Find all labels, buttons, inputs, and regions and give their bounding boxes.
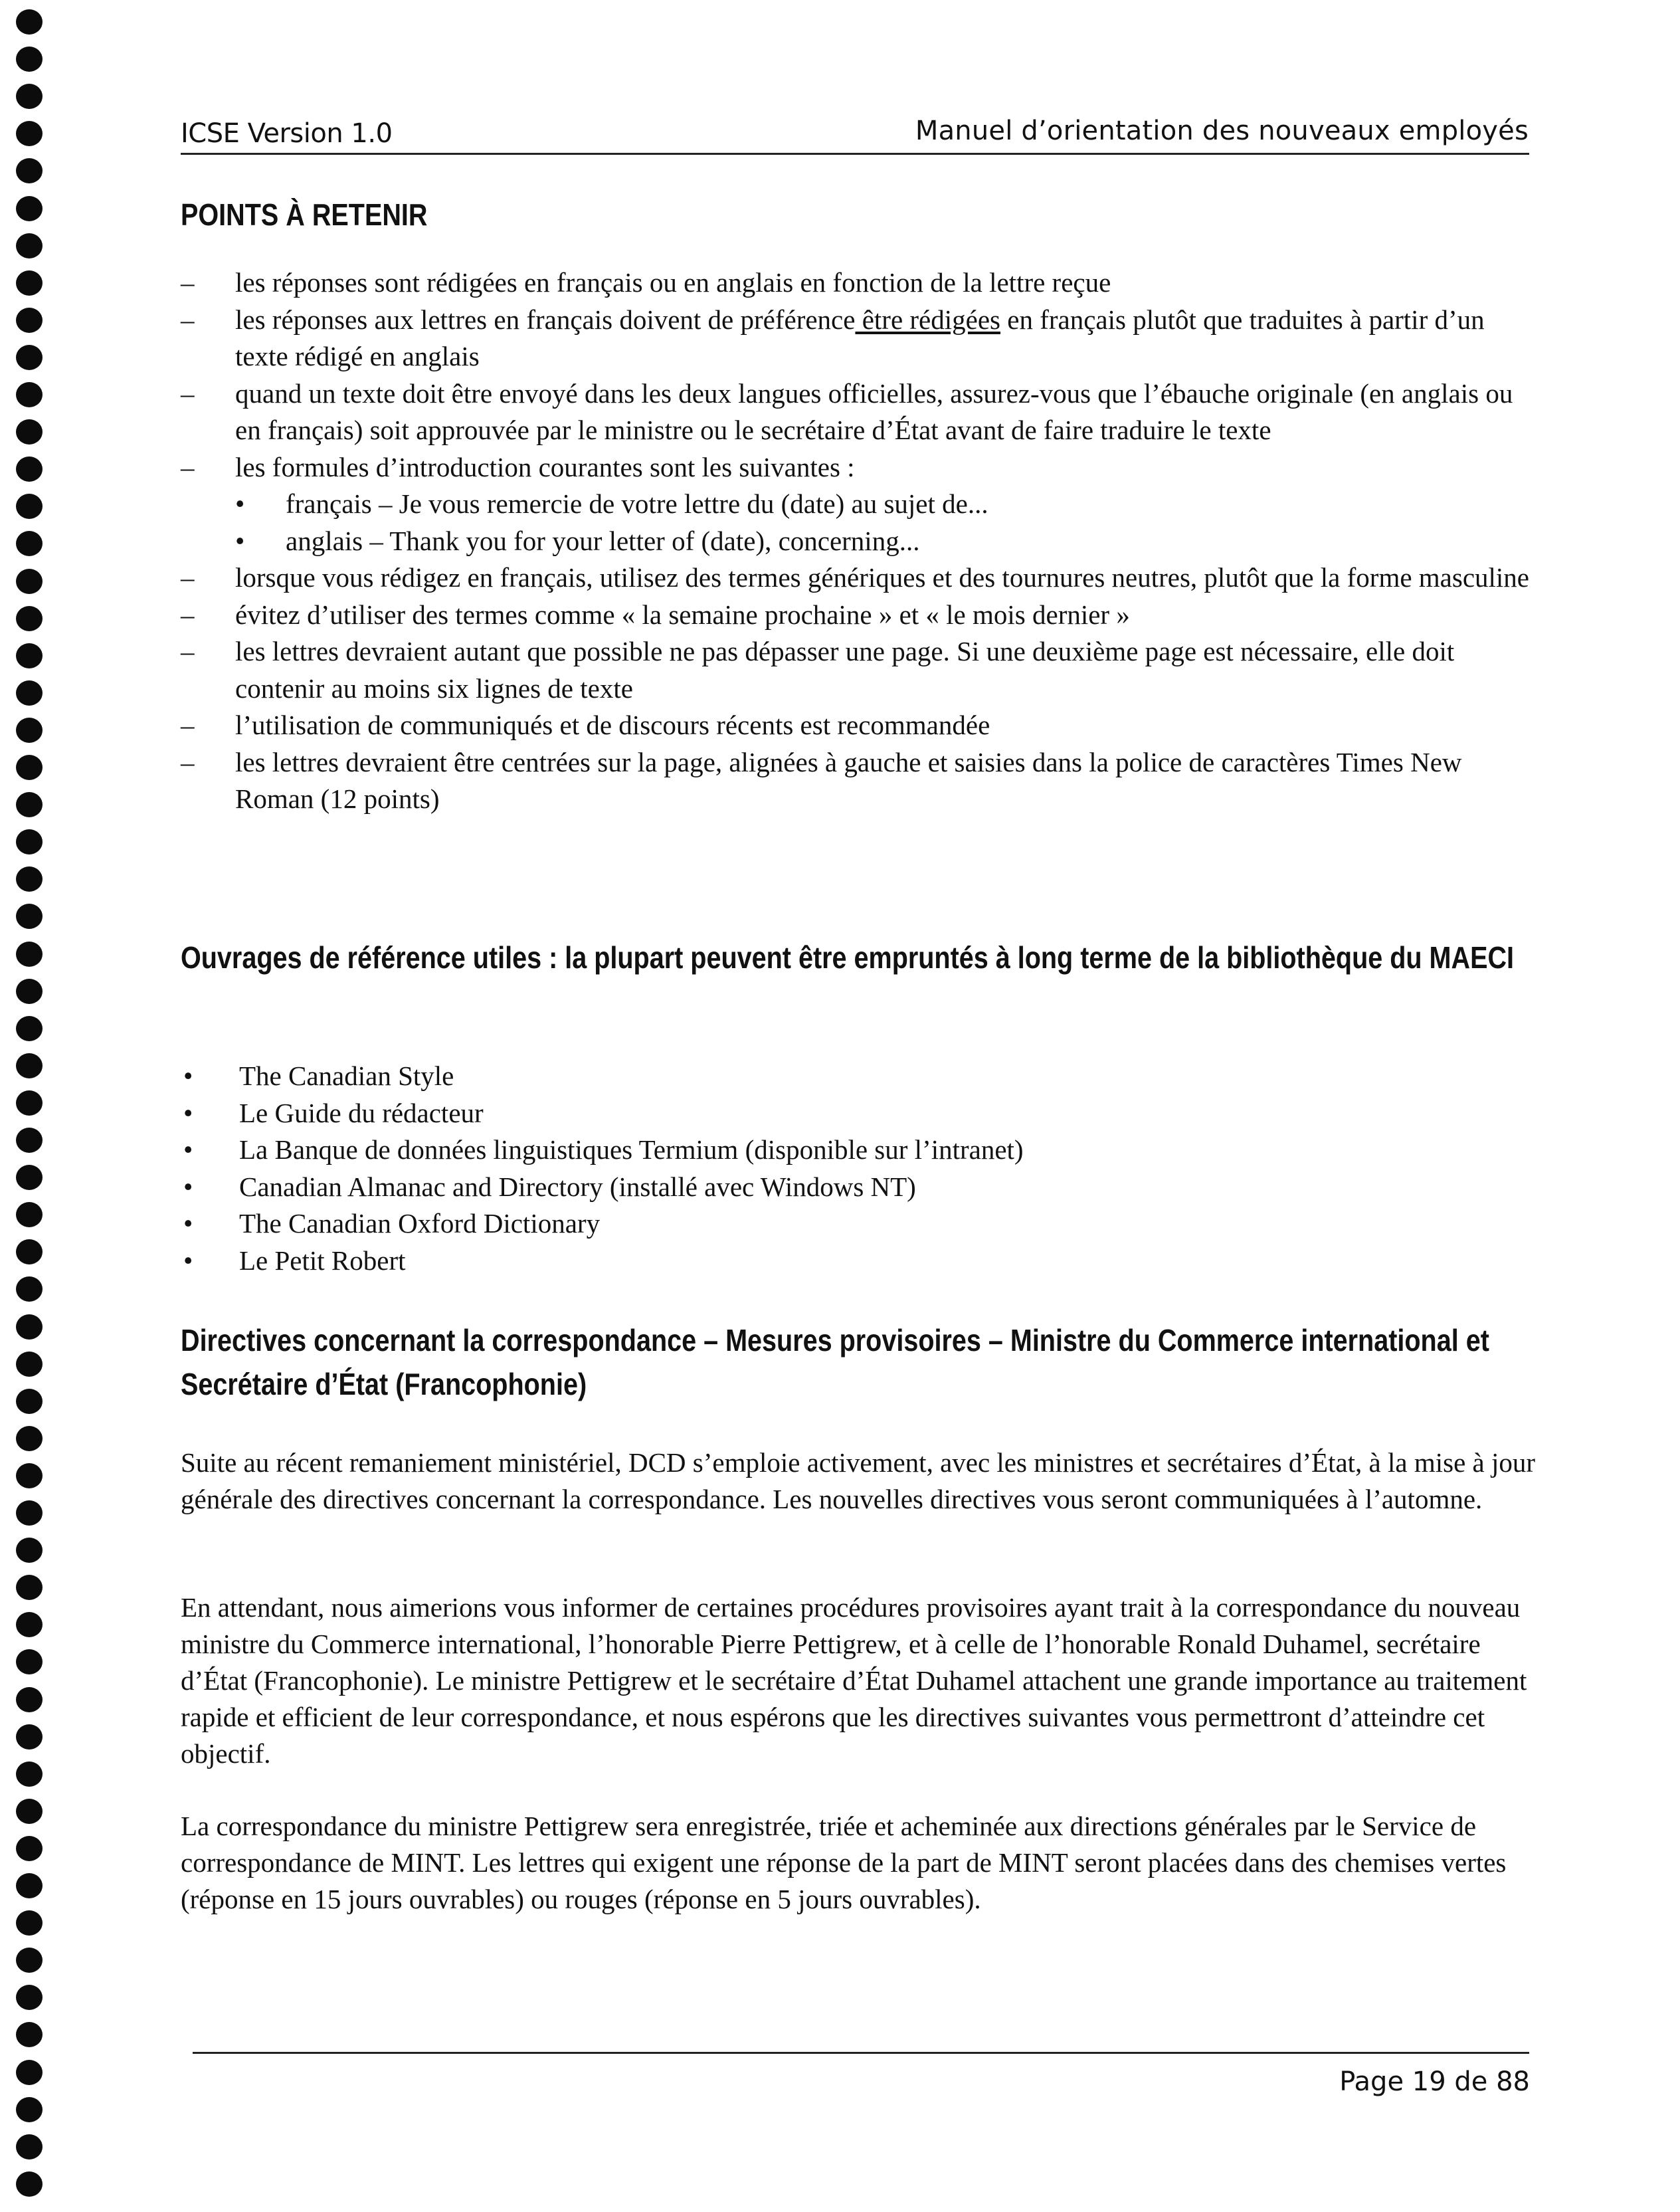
sub-list-item-text: français – Je vous remercie de votre lettre du (date) au sujet de... (286, 488, 988, 519)
binder-hole (16, 1314, 43, 1340)
sub-list-item (235, 486, 1529, 523)
binder-hole (16, 1612, 43, 1637)
list-item (181, 302, 1529, 375)
sub-list (235, 486, 1529, 559)
binder-hole (16, 270, 43, 296)
bullet-marker: • (183, 1060, 193, 1091)
dash-marker: – (181, 599, 195, 630)
section-heading-points: POINTS À RETENIR (181, 197, 428, 232)
reference-text: The Canadian Oxford Dictionary (239, 1208, 601, 1239)
binder-hole (16, 382, 43, 407)
binder-hole (16, 1836, 43, 1861)
binder-holes (16, 9, 47, 2209)
binder-hole (16, 1687, 43, 1712)
list-item-text: les lettres devraient autant que possible ne pas dépasser une page. Si une deuxième page est nécessaire, elle doit contenir au moins six lignes de texte (235, 636, 1455, 704)
binder-hole (16, 1352, 43, 1377)
list-item (181, 264, 1529, 302)
paragraph: Suite au récent remaniement ministériel, DCD s’emploie activement, avec les ministres et secrétaires d’État, à la mise à jour générale des directives concernant la correspondance. Les nouvelles directives vous seront communiquées à l’automne. (181, 1447, 1536, 1514)
binder-hole (16, 1426, 43, 1451)
bullet-marker: • (183, 1208, 193, 1239)
binder-hole (16, 643, 43, 668)
reference-text: La Banque de données linguistiques Termium (disponible sur l’intranet) (239, 1134, 1024, 1165)
binder-hole (16, 47, 43, 72)
binder-hole (16, 2171, 43, 2197)
binder-hole (16, 1053, 43, 1078)
list-item-text: quand un texte doit être envoyé dans les deux langues officielles, assurez-vous que l’ébauche originale (en anglais ou en français) soit approuvée par le ministre ou le secrétaire d’État avant de faire traduire le texte (235, 377, 1513, 445)
section-heading-references: Ouvrages de référence utiles : la plupart peuvent être empruntés à long terme de la bibliothèque du MAECI (181, 940, 1515, 975)
binder-hole (16, 942, 43, 967)
list-item-text: les lettres devraient être centrées sur la page, alignées à gauche et saisies dans la police de caractères Times New Roman (12 points) (235, 746, 1462, 814)
paragraph: En attendant, nous aimerions vous informer de certaines procédures provisoires ayant trait à la correspondance du nouveau ministre du Commerce international, l’honorable Pierre Pettigrew, et à celle de l’honorable Ronald Duhamel, secrétaire d’État (Francophonie). Le ministre Pettigrew et le secrétaire d’État Duhamel attachent une grande importance au traitement rapide et efficient de leur correspondance, et nous espérons que les directives suivantes vous permettront d’atteindre cet objectif. (181, 1592, 1527, 1769)
list-item (181, 597, 1529, 634)
binder-hole (16, 1724, 43, 1750)
footer-rule (193, 2052, 1529, 2054)
reference-text: The Canadian Style (239, 1060, 454, 1091)
dash-marker: – (181, 304, 195, 335)
binder-hole (16, 1799, 43, 1824)
binder-hole (16, 979, 43, 1004)
bullet-marker: • (183, 1097, 193, 1128)
binder-hole (16, 829, 43, 855)
binder-hole (16, 345, 43, 370)
dash-marker: – (181, 636, 195, 666)
binder-hole (16, 1500, 43, 1526)
binder-hole (16, 1649, 43, 1674)
binder-hole (16, 1463, 43, 1488)
binder-hole (16, 233, 43, 258)
list-item-text: les réponses sont rédigées en français ou en anglais en fonction de la lettre reçue (235, 267, 1111, 298)
list-item-text: lorsque vous rédigez en français, utilisez des termes génériques et des tournures neutres, plutôt que la forme masculine (235, 562, 1530, 593)
binder-hole (16, 1016, 43, 1041)
list-item-text: l’utilisation de communiqués et de discours récents est recommandée (235, 710, 990, 740)
reference-text: Canadian Almanac and Directory (installé avec Windows NT) (239, 1171, 916, 1202)
reference-text: Le Petit Robert (239, 1245, 406, 1276)
list-item (181, 744, 1529, 818)
sub-list-item-text: anglais – Thank you for your letter of (date), concerning... (286, 525, 920, 556)
binder-hole (16, 606, 43, 631)
points-list (181, 264, 1529, 818)
binder-hole (16, 2134, 43, 2160)
binder-hole (16, 1873, 43, 1898)
list-item (181, 1205, 1024, 1243)
list-item (181, 707, 1529, 744)
reference-text: Le Guide du rédacteur (239, 1097, 484, 1128)
binder-hole (16, 1910, 43, 1936)
list-item (181, 633, 1529, 707)
binder-hole (16, 1389, 43, 1414)
references-list (181, 1058, 1024, 1279)
list-item (181, 1058, 1024, 1095)
binder-hole (16, 569, 43, 594)
binder-hole (16, 1239, 43, 1264)
binder-hole (16, 1090, 43, 1116)
bullet-marker: • (235, 525, 245, 556)
binder-hole (16, 866, 43, 892)
binder-hole (16, 904, 43, 929)
paragraph: La correspondance du ministre Pettigrew sera enregistrée, triée et acheminée aux directions générales par le Service de correspondance de MINT. Les lettres qui exigent une réponse de la part de MINT seront placées dans des chemises vertes (réponse en 15 jours ouvrables) ou rouges (réponse en 5 jours ouvrables). (181, 1811, 1507, 1914)
section-heading-directives: Directives concernant la correspondance – Mesures provisoires – Ministre du Commerce international et Secrétaire d’État (Francophonie) (181, 1323, 1489, 1401)
list-item (181, 1169, 1024, 1206)
dash-marker: – (181, 377, 195, 409)
list-item (181, 559, 1529, 597)
binder-hole (16, 1202, 43, 1227)
binder-hole (16, 9, 43, 35)
dash-marker: – (181, 451, 195, 482)
list-item (181, 1095, 1024, 1132)
bullet-marker: • (183, 1171, 193, 1202)
list-item (181, 1132, 1024, 1169)
binder-hole (16, 308, 43, 333)
binder-hole (16, 419, 43, 445)
binder-hole (16, 1128, 43, 1153)
sub-list-item (235, 523, 1529, 560)
binder-hole (16, 2097, 43, 2122)
list-item-text: les réponses aux lettres en français doivent de préférence (235, 304, 856, 335)
binder-hole (16, 1761, 43, 1787)
binder-hole (16, 2060, 43, 2085)
binder-hole (16, 1985, 43, 2010)
binder-hole (16, 1948, 43, 1973)
dash-marker: – (181, 562, 195, 593)
binder-hole (16, 2022, 43, 2047)
binder-hole (16, 680, 43, 706)
list-item-text: en français plutôt que traduites à partir d’un texte rédigé en anglais (235, 304, 1485, 371)
header-rule (181, 153, 1529, 155)
binder-hole (16, 494, 43, 519)
header-title: Manuel d’orientation des nouveaux employés (915, 116, 1529, 146)
bullet-marker: • (183, 1245, 193, 1276)
binder-hole (16, 1165, 43, 1190)
binder-hole (16, 718, 43, 743)
bullet-marker: • (235, 488, 245, 519)
binder-hole (16, 121, 43, 146)
binder-hole (16, 158, 43, 183)
dash-marker: – (181, 267, 195, 298)
binder-hole (16, 1276, 43, 1302)
binder-hole (16, 1575, 43, 1600)
binder-hole (16, 1538, 43, 1563)
page-number: Page 19 de 88 (1339, 2066, 1530, 2097)
binder-hole (16, 755, 43, 780)
binder-hole (16, 196, 43, 221)
dash-marker: – (181, 746, 195, 777)
list-item-text: évitez d’utiliser des termes comme « la semaine prochaine » et « le mois dernier » (235, 599, 1130, 630)
list-item (181, 1243, 1024, 1280)
binder-hole (16, 792, 43, 817)
binder-hole (16, 531, 43, 556)
underlined-text: être rédigées (855, 304, 1000, 335)
binder-hole (16, 456, 43, 482)
binder-hole (16, 84, 43, 109)
bullet-marker: • (183, 1134, 193, 1165)
dash-marker: – (181, 710, 195, 740)
list-item (181, 449, 1529, 560)
list-item (181, 375, 1529, 449)
list-item-text: les formules d’introduction courantes sont les suivantes : (235, 451, 855, 482)
header-version: ICSE Version 1.0 (181, 118, 393, 149)
